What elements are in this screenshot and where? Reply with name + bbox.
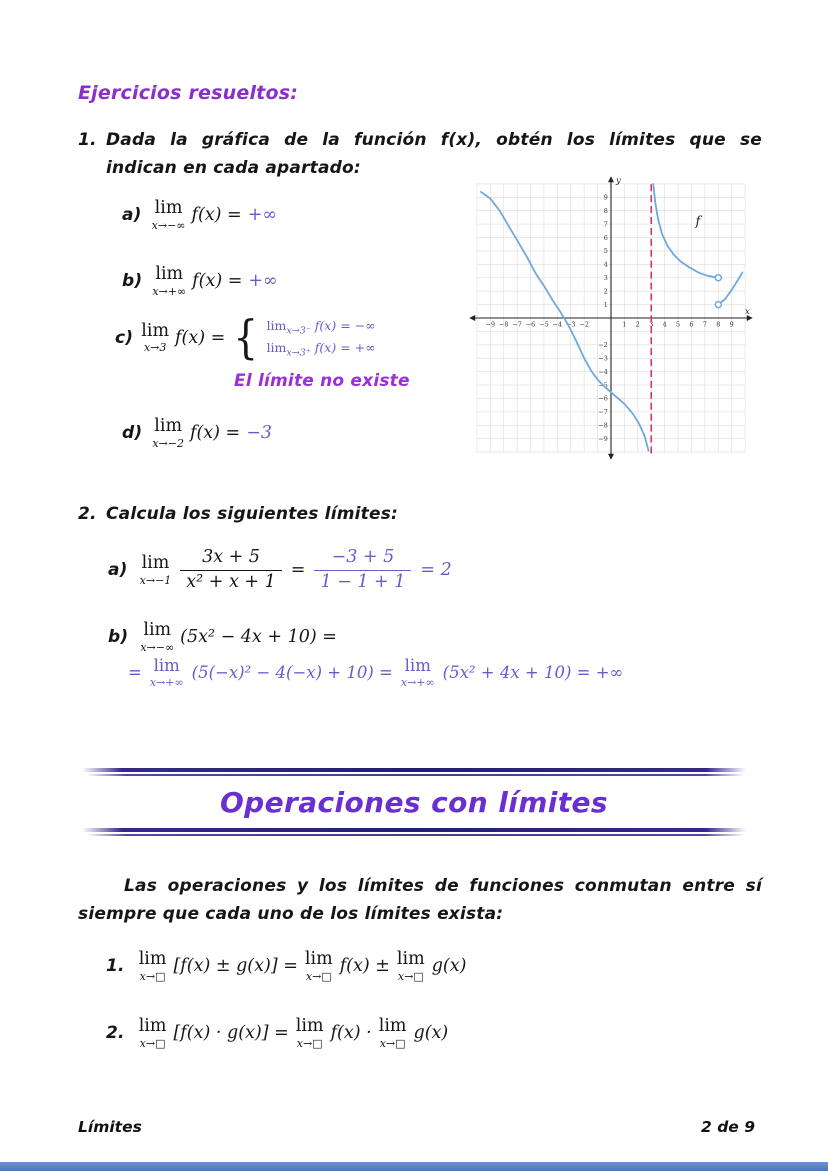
limit-operator: [397, 951, 425, 982]
svg-text:6: 6: [603, 234, 608, 242]
substituted-expression: (5(−x)² − 4(−x) + 10) =: [191, 663, 393, 683]
exercise-1-statement-line1: Dada la gráfica de la función f(x), obtén los límites que se: [106, 130, 762, 150]
item-d-label: d): [122, 423, 143, 444]
item-2b-math: [140, 622, 337, 653]
section-divider-bottom: [82, 828, 746, 836]
divider-line: [82, 768, 746, 772]
denominator: x² + x + 1: [180, 570, 281, 595]
limit-operator: [139, 951, 167, 982]
svg-text:2: 2: [603, 288, 608, 296]
svg-text:−6: −6: [598, 395, 608, 403]
item-b-expression: f(x) =: [192, 271, 243, 292]
svg-text:−7: −7: [598, 409, 608, 417]
item-2a-label: a): [108, 560, 128, 581]
lim-word: lim: [266, 318, 287, 333]
divider-line: [82, 828, 746, 832]
section-divider-top: [82, 768, 746, 776]
svg-text:5: 5: [676, 321, 681, 329]
item-a-answer: +∞: [247, 205, 277, 226]
exercise-1-number: 1.: [78, 130, 97, 150]
svg-text:−3: −3: [566, 321, 576, 329]
left-limit-case: [267, 318, 376, 337]
limit-operator: [152, 418, 184, 449]
svg-text:4: 4: [662, 321, 667, 329]
svg-text:8: 8: [716, 321, 721, 329]
lim-word: lim: [396, 949, 425, 969]
rule-1-rhs: g(x): [431, 956, 467, 977]
svg-text:7: 7: [603, 221, 608, 229]
lim-word: lim: [154, 198, 183, 218]
item-c-cases: [267, 318, 376, 358]
lim-subscript: x→+∞: [149, 675, 184, 689]
limit-operator: [296, 1018, 324, 1049]
svg-text:−4: −4: [598, 368, 608, 376]
item-2b: [108, 622, 337, 653]
item-c-math: [141, 310, 376, 365]
lim-subscript: x→+∞: [152, 284, 187, 298]
svg-text:3: 3: [649, 321, 654, 329]
operation-rule-1: [106, 951, 466, 982]
item-c: [115, 310, 376, 365]
svg-text:8: 8: [603, 208, 608, 216]
item-2b-expression: (5x² − 4x + 10) =: [180, 627, 337, 648]
svg-text:4: 4: [603, 261, 608, 269]
item-2b-label: b): [108, 627, 129, 648]
lim-word: lim: [378, 1016, 407, 1036]
limit-operator: [401, 658, 435, 688]
item-a-label: a): [122, 205, 142, 226]
lim-word: lim: [404, 656, 431, 675]
svg-text:6: 6: [689, 321, 694, 329]
limit-operator: [140, 555, 172, 586]
exercise-1-statement-line2: indican en cada apartado:: [106, 158, 361, 178]
svg-text:−9: −9: [485, 321, 495, 329]
item-d: [122, 418, 272, 449]
item-b-answer: +∞: [248, 271, 278, 292]
item-2b-solution: [128, 658, 623, 688]
svg-text:f: f: [695, 214, 701, 230]
item-a-expression: f(x) =: [191, 205, 242, 226]
lim-word: lim: [138, 1016, 167, 1036]
lim-word: lim: [143, 620, 172, 640]
svg-text:−8: −8: [598, 422, 608, 430]
lim-subscript: x→−∞: [151, 218, 186, 232]
rule-2-mid: f(x) ·: [330, 1023, 372, 1044]
exercise-2-statement: Calcula los siguientes límites:: [106, 504, 399, 524]
equals-sign: =: [128, 663, 142, 683]
exercise-2-number: 2.: [78, 504, 97, 524]
lim-subscript: x→+∞: [400, 675, 435, 689]
rule-2-lhs: [f(x) · g(x)] =: [173, 1023, 289, 1044]
right-limit-case: [267, 340, 376, 359]
item-c-expression: f(x) =: [175, 328, 226, 348]
function-graph: [462, 168, 760, 468]
page-bottom-border: [0, 1162, 828, 1171]
section-title: Operaciones con límites: [219, 786, 609, 819]
item-b: [122, 266, 278, 297]
lim-word: lim: [141, 553, 170, 574]
lim-subscript: x→□: [139, 1036, 166, 1050]
rule-1-lhs: [f(x) ± g(x)] =: [173, 956, 298, 977]
lim-word: lim: [154, 416, 183, 436]
limit-operator: [379, 1018, 407, 1049]
svg-text:7: 7: [702, 321, 707, 329]
svg-text:−2: −2: [579, 321, 589, 329]
lim-subscript: x→□: [397, 969, 424, 983]
svg-text:2: 2: [635, 321, 640, 329]
lim-word: lim: [266, 339, 287, 355]
lim-word: lim: [155, 264, 184, 284]
item-d-expression: f(x) =: [189, 423, 241, 444]
item-b-math: [152, 266, 277, 297]
lim-subscript: x→3: [143, 341, 167, 355]
lim-subscript: x→−∞: [140, 640, 175, 654]
limit-operator: [152, 200, 186, 231]
svg-text:y: y: [615, 175, 621, 186]
lim-subscript: x→3⁻: [286, 325, 311, 337]
rule-1-formula: [139, 951, 467, 982]
rule-2-rhs: g(x): [413, 1023, 449, 1044]
item-2a-answer: = 2: [420, 560, 452, 581]
item-2a-math: [140, 546, 452, 595]
item-a-math: [152, 200, 277, 231]
lim-word: lim: [153, 656, 180, 675]
svg-text:−6: −6: [525, 321, 536, 329]
simplified-expression: (5x² + 4x + 10) = +∞: [442, 663, 624, 683]
rule-2-number: 2.: [106, 1023, 125, 1044]
rule-1-mid: f(x) ±: [339, 956, 390, 977]
numerator: 3x + 5: [202, 547, 260, 567]
item-b-label: b): [122, 271, 143, 292]
limit-operator: [140, 622, 174, 653]
divider-line: [87, 834, 744, 836]
lim-subscript: x→−2: [152, 436, 184, 450]
svg-text:−5: −5: [539, 321, 549, 329]
svg-text:−7: −7: [512, 321, 522, 329]
cases-brace: {: [233, 310, 259, 365]
intro-paragraph-line1: Las operaciones y los límites de funciones conmutan entre sí: [124, 876, 762, 896]
lim-subscript: x→□: [139, 969, 166, 983]
numerator: −3 + 5: [331, 547, 395, 567]
item-a: [122, 200, 277, 231]
page-heading: Ejercicios resueltos:: [78, 82, 299, 104]
lim-subscript: x→□: [305, 969, 332, 983]
footer-document-title: Límites: [78, 1118, 142, 1136]
case-expression: f(x) = −∞: [310, 318, 376, 333]
limit-operator: [152, 266, 186, 297]
lim-subscript: x→3⁺: [286, 347, 311, 358]
denominator: 1 − 1 + 1: [314, 570, 411, 595]
svg-text:1: 1: [603, 301, 608, 309]
limit-does-not-exist-note: El límite no existe: [234, 371, 410, 391]
limit-operator: [141, 320, 170, 355]
limit-operator: [139, 1018, 167, 1049]
svg-text:−5: −5: [598, 382, 608, 390]
rule-2-formula: [139, 1018, 449, 1049]
operation-rule-2: [106, 1018, 448, 1049]
lim-subscript: x→□: [379, 1036, 406, 1050]
svg-text:−3: −3: [598, 355, 608, 363]
equals-sign: =: [290, 560, 306, 581]
svg-text:5: 5: [603, 248, 608, 256]
divider-line: [87, 774, 744, 776]
rational-expression: [180, 546, 281, 595]
item-2a: [108, 546, 452, 595]
case-expression: f(x) = +∞: [310, 339, 376, 355]
lim-word: lim: [304, 949, 333, 969]
svg-text:−2: −2: [598, 342, 608, 350]
svg-text:−9: −9: [598, 435, 608, 443]
item-d-math: [152, 418, 272, 449]
item-c-label: c): [115, 328, 134, 348]
svg-text:3: 3: [603, 275, 608, 283]
limit-operator: [305, 951, 333, 982]
footer-page-number: 2 de 9: [701, 1118, 755, 1136]
lim-word: lim: [295, 1016, 324, 1036]
lim-word: lim: [141, 320, 170, 341]
svg-text:−8: −8: [499, 321, 509, 329]
item-d-answer: −3: [246, 423, 273, 444]
rule-1-number: 1.: [106, 956, 125, 977]
evaluated-fraction: [314, 546, 411, 595]
lim-word: lim: [138, 949, 167, 969]
svg-text:x: x: [745, 306, 750, 317]
intro-paragraph-line2: siempre que cada uno de los límites exista:: [78, 904, 504, 924]
lim-subscript: x→−1: [139, 573, 172, 587]
limit-operator: [150, 658, 184, 688]
lim-subscript: x→□: [296, 1036, 323, 1050]
svg-text:9: 9: [729, 321, 734, 329]
svg-text:−4: −4: [552, 321, 563, 329]
svg-text:1: 1: [622, 321, 627, 329]
svg-text:9: 9: [603, 194, 608, 202]
